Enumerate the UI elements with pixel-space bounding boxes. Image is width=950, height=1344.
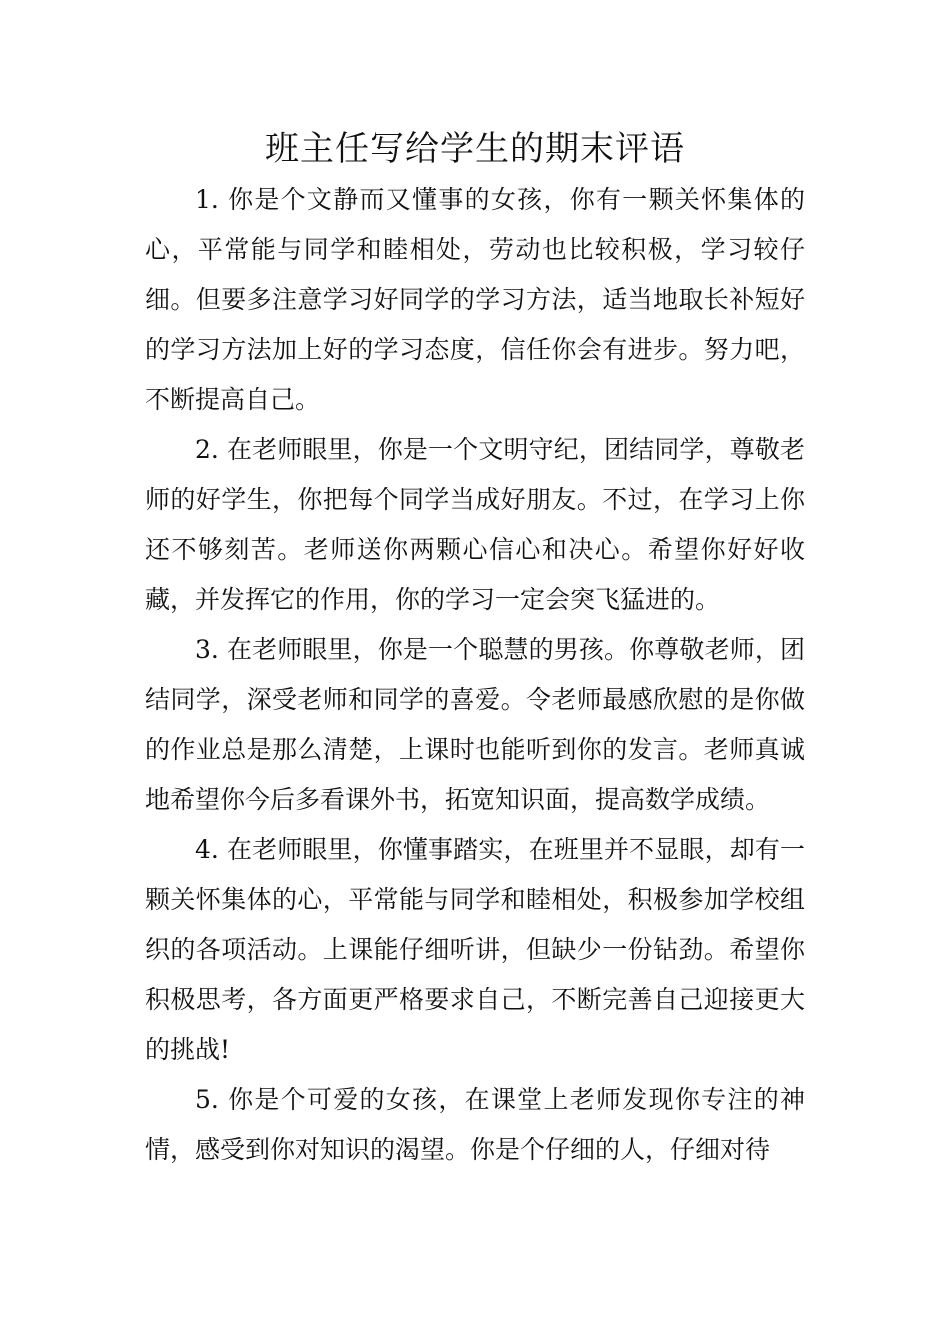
comment-paragraph-2: 2. 在老师眼里，你是一个文明守纪，团结同学，尊敬老师的好学生，你把每个同学当成好朋友。不过，在学习上你还不够刻苦。老师送你两颗心信心和决心。希望你好好收藏，并发挥它的作用，你的学习一定会突飞猛进的。 — [145, 435, 805, 614]
comment-paragraph-1: 1. 你是个文静而又懂事的女孩，你有一颗关怀集体的心，平常能与同学和睦相处，劳动也比较积极，学习较仔细。但要多注意学习好同学的学习方法，适当地取长补短好的学习方法加上好的学习态度，信任你会有进步。努力吧，不断提高自己。 — [145, 185, 805, 414]
comment-paragraph-5: 5. 你是个可爱的女孩，在课堂上老师发现你专注的神情，感受到你对知识的渴望。你是个仔细的人，仔细对待 — [145, 1085, 805, 1164]
document-title: 班主任写给学生的期末评语 — [265, 129, 685, 169]
comment-paragraph-3: 3. 在老师眼里，你是一个聪慧的男孩。你尊敬老师，团结同学，深受老师和同学的喜爱。令老师最感欣慰的是你做的作业总是那么清楚，上课时也能听到你的发言。老师真诚地希望你今后多看课外书，拓宽知识面，提高数学成绩。 — [145, 635, 805, 814]
document-body — [145, 175, 805, 1175]
comment-paragraph-4: 4. 在老师眼里，你懂事踏实，在班里并不显眼，却有一颗关怀集体的心，平常能与同学和睦相处，积极参加学校组织的各项活动。上课能仔细听讲，但缺少一份钻劲。希望你积极思考，各方面更严格要求自己，不断完善自己迎接更大的挑战! — [145, 835, 805, 1064]
